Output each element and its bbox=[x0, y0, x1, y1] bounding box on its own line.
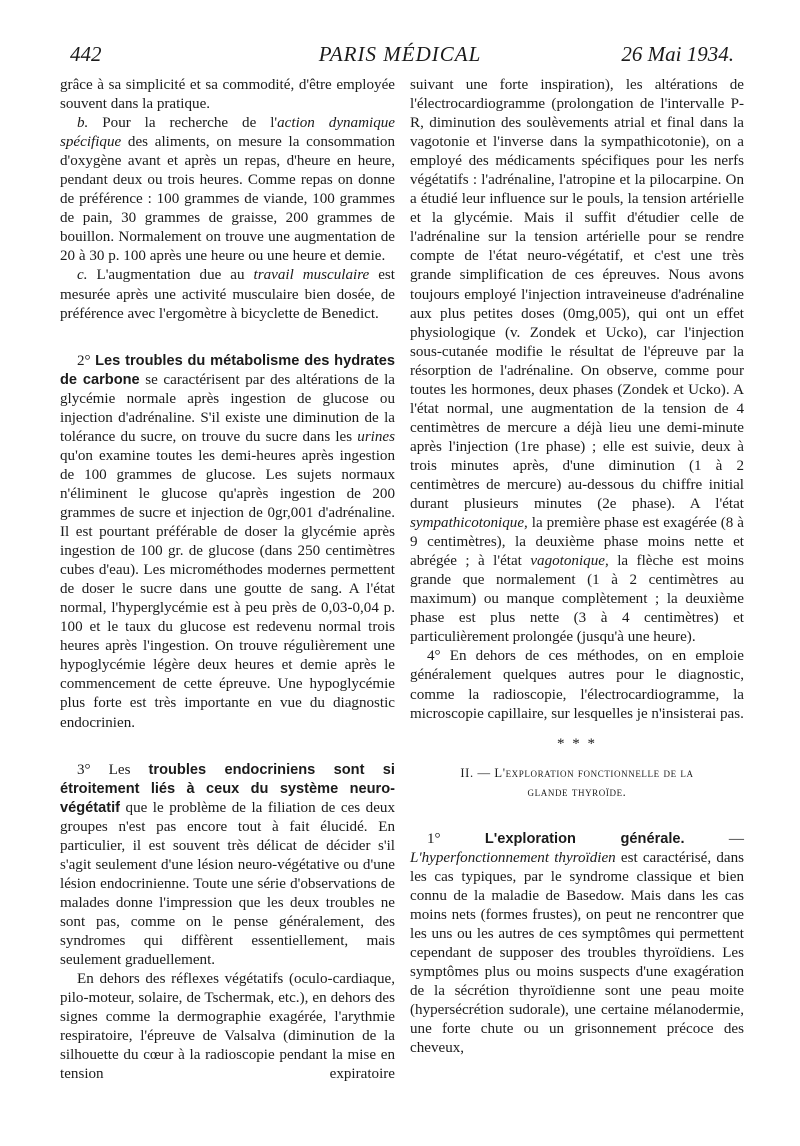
running-header bbox=[0, 42, 800, 72]
section-3-paragraph: 3° Les troubles endocriniens sont si étroitement liés à ceux du système neuro-végétatif que le problème de la filiation de ces deux groupes n'est pas encore tout à fait élucidé. En particulier, il est souvent très délicat de décider s'il s'agit seulement d'une lésion neuro-végétative ou d'une lésion endocrinienne. Toute une série d'observations de malades donne l'impression que les deux troubles ne sont pas, comme on le pense généralement, des syndromes qui diffèrent essentiellement, mais seulement graduellement. bbox=[60, 761, 395, 969]
subsection-1-paragraph: 1° L'exploration générale. — L'hyperfonctionnement thyroïdien est caractérisé, dans les cas typiques, par le syndrome classique et bien connu de la maladie de Basedow. Mais dans les cas moins nets (formes frustes), on peut ne rencontrer que les uns ou les autres de ces symptômes qui permettent cependant de supposer des troubles thyroïdiens. Les symptômes plus ou moins suspects d'une exagération de la sécrétion thyroïdienne sont une peau moite (hypersécrétion sudorale), une certaine mélanodermie, une forte chute ou un grisonnement précoce des cheveux, bbox=[410, 830, 745, 1057]
emphasis-text: urines bbox=[357, 428, 395, 445]
emphasis-text: L'hyperfonctionnement thyroïdien bbox=[410, 849, 616, 866]
section-gap bbox=[60, 733, 395, 761]
section-4-paragraph: 4° En dehors de ces méthodes, on en emploie généralement quelques autres pour le diagnostic, comme la radioscopie, l'électrocardiogramme, la microscopie capillaire, sur lesquelles je n'insisterai pas. bbox=[410, 648, 744, 722]
emphasis-text: travail musculaire bbox=[253, 267, 370, 284]
subsection-1-heading: L'exploration générale. bbox=[484, 830, 685, 847]
section-gap bbox=[60, 324, 395, 352]
paragraph-adrenaline: suivant une forte inspiration), les altérations de l'électrocardiogramme (prolongation de l'intervalle P-R, diminution des soulèvements atrial et final dans la vagotonie et l'inverse dans la sympathicotonie), on a employé des médicaments spécifiques pour les nerfs végétatifs : l'adrénaline, l'atropine et la pilocarpine. On a étudié leur influence sur le pouls, la tension artérielle et la glycémie. Mais il suffit d'étudier celle de l'adrénaline sur la tension artérielle pour se rendre compte de l'état neuro-végétatif, et c'est une très grande simplification de ces épreuves. Nous avons toujours employé l'injection intraveineuse d'adrénaline aux plus petites doses (0mg,005), qui ont un effet physiologique (v. Zondek et Ucko), car l'injection sous-cutanée modifie le résultat de l'épreuve par la résorption de l'adrénaline. On observe, comme pour toutes les hormones, deux phases (Zondek et Ucko). A l'état normal, une augmentation de la tension de 4 centimètres de mercure a déjà lieu une demi-minute après l'injection (1re phase) ; elle est suivie, deux à trois minutes après, d'une diminution (1 à 2 centimètres de mercure) au-dessous du chiffre initial durant plusieurs minutes (2e phase). A l'état sympathicotonique, la première phase est exagérée (8 à 9 centimètres), la deuxième phase moins nette et abrégée ; à l'état vagotonique, la flèche est moins grande que normalement (1 à 2 centimètres au maximum) ou manque complètement ; la deuxième phase est plus nette (3 à 4 centimètres) et particulièrement prolongée (jusqu'à une heure). bbox=[410, 77, 744, 646]
emphasis-text: sympathicotonique bbox=[410, 515, 525, 532]
emphasis-text: action dynamique spécifique bbox=[60, 115, 395, 151]
section-3-heading: troubles endocriniens sont si étroitement liés à ceux du système neuro-végétatif bbox=[60, 761, 395, 816]
section-gap bbox=[410, 802, 744, 830]
paragraph-reflexes: En dehors des réflexes végétatifs (oculo-cardiaque, pilo-moteur, solaire, de Tschermak, etc.), en dehors des signes comme la dermographie exagérée, l'arythmie respiratoire, l'épreuve de Valsalva (diminution de la silhouette du cœur à la radioscopie pendant la mise en tension expiratoire bbox=[60, 971, 395, 1083]
paragraph-b: b. Pour la recherche de l'action dynamique spécifique des aliments, on mesure la consommation d'oxygène avant et après un repas, d'heure en heure, pendant deux ou trois heures. Comme repas on donne de préférence : 100 grammes de viande, 100 grammes de pain, 30 grammes de graisse, 200 grammes de bouillon. Normalement on trouve une augmentation de 20 à 30 p. 100 après une heure ou une heure et demie. bbox=[60, 115, 395, 265]
paragraph-continuation: grâce à sa simplicité et sa commodité, d'être employée souvent dans la pratique. bbox=[60, 77, 395, 113]
journal-title: PARIS MÉDICAL bbox=[318, 42, 482, 66]
paragraph-c: c. L'augmentation due au travail musculaire est mesurée après une activité musculaire bien dosée, de préférence avec l'ergomètre à bicyclette de Benedict. bbox=[60, 267, 395, 322]
section-title: II. — L'exploration fonctionnelle de la bbox=[460, 765, 694, 780]
section-divider-stars: * * * bbox=[557, 735, 597, 752]
page-number: 442 bbox=[70, 42, 102, 66]
right-column bbox=[410, 76, 744, 1058]
issue-date: 26 Mai 1934. bbox=[621, 42, 734, 66]
section-2-paragraph: 2° Les troubles du métabolisme des hydrates de carbone se caractérisent par des altérations de la glycémie normale après ingestion de glucose ou injection d'adrénaline. S'il existe une diminution de la tolérance du sucre, on trouve du sucre dans les urines qu'on examine toutes les demi-heures après ingestion de 100 grammes de glucose. Les sujets normaux n'éliminent le glucose qu'après ingestion de 200 grammes de sucre et injection de 0gr,001 d'adrénaline. Il est pourtant préférable de doser la glycémie après ingestion de 100 gr. de glucose (dans 250 centimètres cubes d'eau). Les microméthodes modernes permettent de doser le sucre dans une goutte de sang. A l'état normal, l'hyperglycémie est à peu près de 0,03-0,04 p. 100 et le taux du glucose est redevenu normal trois heures après l'ingestion. On trouve régulièrement une hypoglycémie légère deux heures et demie après le commencement de cette épreuve. Une hypoglycémie plus forte est très importante en vue du diagnostic endocrinien. bbox=[60, 352, 396, 731]
item-label-c: c. bbox=[77, 267, 88, 284]
left-column bbox=[60, 76, 395, 1084]
item-label-b: b. bbox=[77, 115, 89, 132]
section-title-line-2: glande thyroïde. bbox=[527, 784, 627, 799]
emphasis-text: vagotonique bbox=[530, 553, 605, 570]
section-2-heading: Les troubles du métabolisme des hydrates de carbone bbox=[60, 352, 396, 388]
